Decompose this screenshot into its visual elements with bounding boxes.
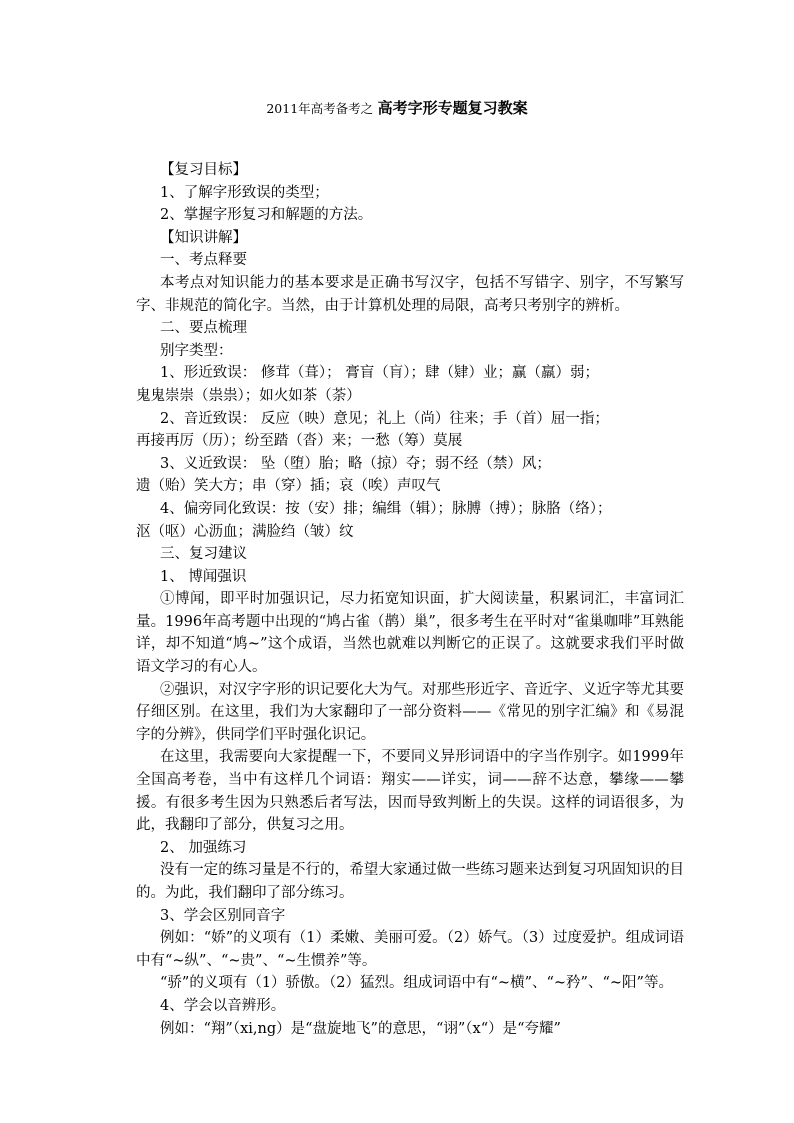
section-heading-goals: 【复习目标】 <box>160 162 247 178</box>
advice-2-heading: 2、 加强练习 <box>160 839 247 856</box>
paragraph-wide-reading: ①博闻，即平时加强识记，尽力拓宽知识面，扩大阅读量，积累词汇，丰富词汇量。1996年高考题中出现的“鸠占雀（鹊）巢”，很多考生在平时对“雀巢咖啡”耳熟能详，却不知道“鸠~”这个成语，当然也就难以判断它的正误了。这就要求我们平时做语文学习的有心人。 <box>136 591 684 676</box>
paragraph-example-jiao: 例如：“娇”的义项有（1）柔嫩、美丽可爱。（2）娇气。（3）过度爱护。组成词语中有“~纵”、“~贵”、“~生惯养”等。 <box>136 930 684 969</box>
document-title <box>0 97 794 120</box>
typo-type-4-line-2: 沤（呕）心沥血；满脸绉（皱）纹 <box>136 523 354 540</box>
section-heading-knowledge: 【知识讲解】 <box>160 229 247 246</box>
paragraph-practice: 没有一定的练习量是不行的，希望大家通过做一些练习题来达到复习巩固知识的目的。为此，我们翻印了部分练习。 <box>136 862 684 901</box>
typo-type-1-line-2: 鬼鬼崇崇（祟祟）；如火如茶（荼） <box>136 387 361 404</box>
paragraph-memorize: ②强识，对汉字字形的识记要化大为气。对那些形近字、音近字、义近字等尤其要仔细区别。在这里，我们为大家翻印了一部分资料——《常见的别字汇编》和《易混字的分辨》，供同学们平时强化识记。 <box>136 681 684 743</box>
subheading-2: 二、要点梳理 <box>160 320 247 337</box>
typo-type-2-line-1: 2、音近致误： 反应（映）意见；礼上（尚）往来；手（首）屈一指； <box>160 410 609 427</box>
advice-3-heading: 3、学会区别同音字 <box>160 907 286 924</box>
typo-types-label: 别字类型： <box>160 342 233 359</box>
paragraph-example-jiao-2: “骄”的义项有（1）骄傲。（2）猛烈。组成词语中有“~横”、“~矜”、“~阳”等。 <box>160 975 673 992</box>
subheading-1: 一、考点释要 <box>160 252 247 269</box>
typo-type-2-line-2: 再接再厉（历）；纷至踏（沓）来；一愁（筹）莫展 <box>136 433 463 450</box>
typo-type-4-line-1: 4、偏旁同化致误：按（安）排；编缉（辑）；脉膊（搏）；脉胳（络）； <box>160 500 612 517</box>
advice-4-heading: 4、学会以音辨形。 <box>160 997 286 1014</box>
paragraph-reminder: 在这里，我需要向大家提醒一下，不要同义异形词语中的字当作别字。如1999年全国高考卷，当中有这样几个词语：翔实——详实，词——辞不达意，攀缘——攀援。有很多考生因为只熟悉后者写法，因而导致判断上的失误。这样的词语很多，为此，我翻印了部分，供复习之用。 <box>136 749 684 834</box>
typo-type-3-line-1: 3、义近致误： 坠（堕）胎；略（掠）夺；弱不经（禁）风； <box>160 455 551 472</box>
title-main: 高考字形专题复习教案 <box>377 99 528 117</box>
subheading-3: 三、复习建议 <box>160 546 247 563</box>
document-body <box>136 159 684 1040</box>
typo-type-3-line-2: 遗（贻）笑大方；串（穿）插；哀（唉）声叹气 <box>136 478 441 495</box>
typo-type-1-line-1: 1、形近致误： 修茸（葺）； 膏盲（肓）；肆（肄）业；赢（羸）弱； <box>160 365 599 382</box>
title-prefix: 2011年高考备考之 <box>266 101 374 116</box>
paragraph-requirement: 本考点对知识能力的基本要求是正确书写汉字，包括不写错字、别字，不写繁写字、非规范的简化字。当然，由于计算机处理的局限，高考只考别字的辨析。 <box>136 274 684 314</box>
goal-item-1: 1、了解字形致误的类型； <box>160 184 329 201</box>
paragraph-example-xiang: 例如：“翔”（xi,ng）是“盘旋地飞”的意思，“诩”（x“）是“夸耀” <box>160 1020 561 1037</box>
goal-item-2: 2、掌握字形复习和解题的方法。 <box>160 207 373 224</box>
advice-1-heading: 1、 博闻强识 <box>160 568 247 585</box>
